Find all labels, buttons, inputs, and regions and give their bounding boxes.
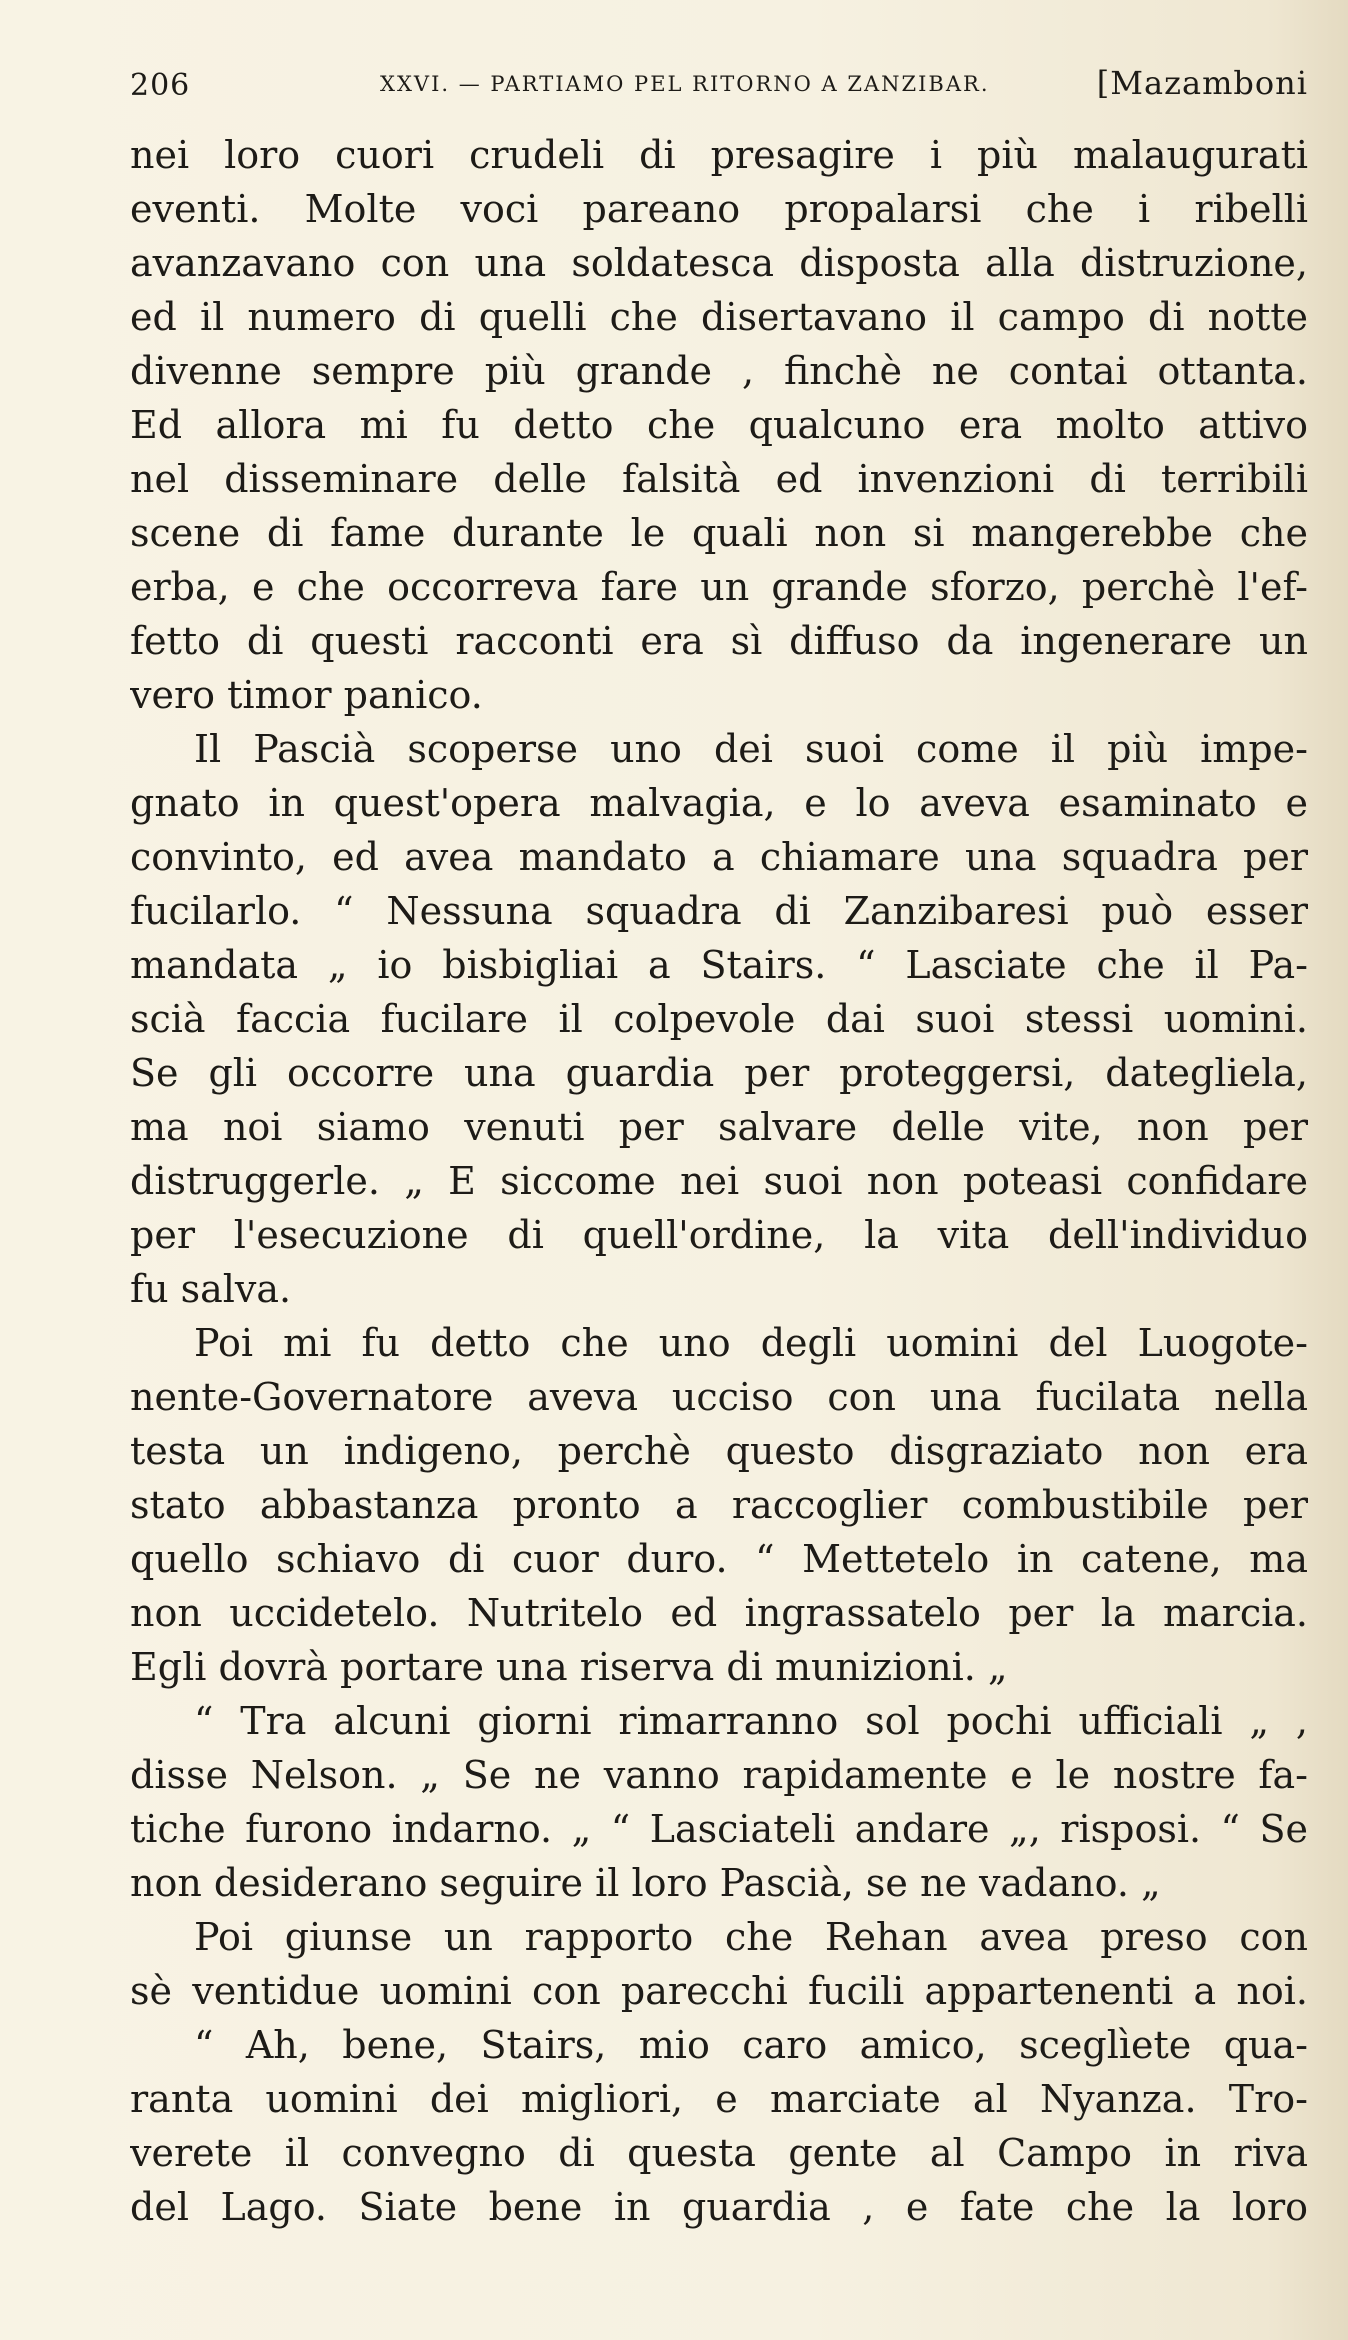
text-line: mandata „ io bisbigliai a Stairs. “ Lasciate che il Pa- [130, 943, 1308, 987]
text-line: non uccidetelo. Nutritelo ed ingrassatelo per la marcia. [130, 1591, 1308, 1635]
text-line: testa un indigeno, perchè questo disgraziato non era [130, 1429, 1308, 1473]
text-line: eventi. Molte voci pareano propalarsi che i ribelli [130, 187, 1308, 231]
text-line: verete il convegno di questa gente al Campo in riva [130, 2131, 1308, 2175]
chapter-title: XXVI. — PARTIAMO PEL RITORNO A ZANZIBAR. [380, 72, 990, 96]
text-line: avanzavano con una soldatesca disposta alla distruzione, [130, 241, 1308, 285]
text-line: fucilarlo. “ Nessuna squadra di Zanzibaresi può esser [130, 889, 1308, 933]
text-line: del Lago. Siate bene in guardia , e fate che la loro [130, 2185, 1308, 2229]
text-line: distruggerle. „ E siccome nei suoi non poteasi confidare [130, 1159, 1308, 1203]
text-line: nente-Governatore aveva ucciso con una fucilata nella [130, 1375, 1308, 1419]
text-line: Poi mi fu detto che uno degli uomini del Luogote- [194, 1321, 1308, 1365]
text-line: convinto, ed avea mandato a chiamare una squadra per [130, 835, 1308, 879]
text-line: sè ventidue uomini con parecchi fucili appartenenti a noi. [130, 1969, 1308, 2013]
text-line: “ Ah, bene, Stairs, mio caro amico, sceglìete qua- [194, 2023, 1308, 2067]
text-line: quello schiavo di cuor duro. “ Mettetelo in catene, ma [130, 1537, 1308, 1581]
text-line: erba, e che occorreva fare un grande sforzo, perchè l'ef- [130, 565, 1308, 609]
text-line: scià faccia fucilare il colpevole dai suoi stessi uomini. [130, 997, 1308, 1041]
text-line: ranta uomini dei migliori, e marciate al Nyanza. Tro- [130, 2077, 1308, 2121]
text-line: nei loro cuori crudeli di presagire i più malaugurati [130, 133, 1308, 177]
text-line: scene di fame durante le quali non si mangerebbe che [130, 511, 1308, 555]
body-text [130, 128, 1308, 2234]
text-line: fu salva. [130, 1267, 292, 1311]
text-line: Se gli occorre una guardia per proteggersi, dategliela, [130, 1051, 1308, 1095]
text-line: ma noi siamo venuti per salvare delle vite, non per [130, 1105, 1308, 1149]
text-line: disse Nelson. „ Se ne vanno rapidamente e le nostre fa- [130, 1753, 1308, 1797]
text-line: tiche furono indarno. „ “ Lasciateli andare „, risposi. “ Se [130, 1807, 1308, 1851]
text-line: gnato in quest'opera malvagia, e lo aveva esaminato e [130, 781, 1308, 825]
text-line: “ Tra alcuni giorni rimarranno sol pochi ufficiali „ , [194, 1699, 1308, 1743]
text-line: Poi giunse un rapporto che Rehan avea preso con [194, 1915, 1308, 1959]
text-line: vero timor panico. [130, 673, 483, 717]
text-line: nel disseminare delle falsità ed invenzioni di terribili [130, 457, 1308, 501]
text-line: Ed allora mi fu detto che qualcuno era molto attivo [130, 403, 1308, 447]
text-line: stato abbastanza pronto a raccoglier combustibile per [130, 1483, 1308, 1527]
running-head [130, 60, 1308, 110]
text-line: Il Pascià scoperse uno dei suoi come il più impe- [194, 727, 1308, 771]
text-line: Egli dovrà portare una riserva di munizioni. „ [130, 1645, 1008, 1689]
text-line: per l'esecuzione di quell'ordine, la vita dell'individuo [130, 1213, 1308, 1257]
page-number: 206 [130, 68, 191, 103]
text-line: divenne sempre più grande , finchè ne contai ottanta. [130, 349, 1308, 393]
text-line: fetto di questi racconti era sì diffuso da ingenerare un [130, 619, 1308, 663]
author-reference: [Mazamboni [1096, 64, 1308, 102]
text-line: non desiderano seguire il loro Pascià, se ne vadano. „ [130, 1861, 1161, 1905]
text-line: ed il numero di quelli che disertavano il campo di notte [130, 295, 1308, 339]
